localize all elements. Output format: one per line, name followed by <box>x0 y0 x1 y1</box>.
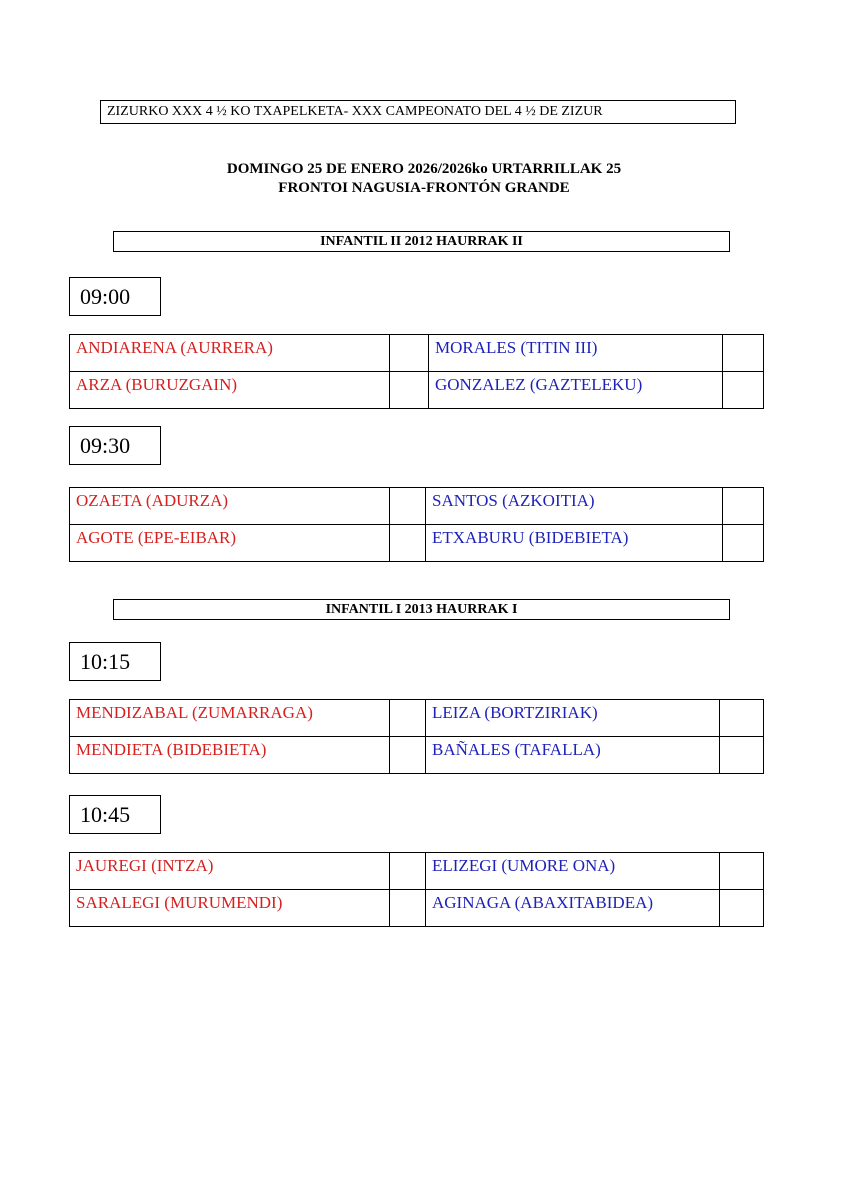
blue-score-cell <box>723 372 764 409</box>
blue-player: LEIZA (BORTZIRIAK) <box>426 700 720 737</box>
red-score-cell <box>390 853 426 890</box>
blue-player: GONZALEZ (GAZTELEKU) <box>429 372 723 409</box>
blue-player: AGINAGA (ABAXITABIDEA) <box>426 890 720 927</box>
match-table <box>69 487 764 562</box>
red-player: SARALEGI (MURUMENDI) <box>70 890 390 927</box>
match-table <box>69 699 764 774</box>
blue-player: BAÑALES (TAFALLA) <box>426 737 720 774</box>
blue-score-cell <box>723 335 764 372</box>
red-score-cell <box>390 737 426 774</box>
red-player: AGOTE (EPE-EIBAR) <box>70 525 390 562</box>
blue-player: MORALES (TITIN III) <box>429 335 723 372</box>
match-row <box>70 335 764 372</box>
blue-player: ETXABURU (BIDEBIETA) <box>426 525 723 562</box>
blue-score-cell <box>720 700 764 737</box>
championship-title: ZIZURKO XXX 4 ½ KO TXAPELKETA- XXX CAMPEONATO DEL 4 ½ DE ZIZUR <box>100 100 736 124</box>
red-player: MENDIETA (BIDEBIETA) <box>70 737 390 774</box>
match-time: 09:00 <box>69 277 161 316</box>
red-player: MENDIZABAL (ZUMARRAGA) <box>70 700 390 737</box>
event-venue: FRONTOI NAGUSIA-FRONTÓN GRANDE <box>278 180 570 196</box>
red-player: ARZA (BURUZGAIN) <box>70 372 390 409</box>
blue-score-cell <box>720 853 764 890</box>
red-player: ANDIARENA (AURRERA) <box>70 335 390 372</box>
blue-player: ELIZEGI (UMORE ONA) <box>426 853 720 890</box>
category-title: INFANTIL I 2013 HAURRAK I <box>113 599 730 620</box>
blue-player: SANTOS (AZKOITIA) <box>426 488 723 525</box>
blue-score-cell <box>720 890 764 927</box>
match-row <box>70 853 764 890</box>
match-row <box>70 372 764 409</box>
red-score-cell <box>390 372 429 409</box>
red-score-cell <box>390 890 426 927</box>
red-score-cell <box>390 525 426 562</box>
blue-score-cell <box>723 488 764 525</box>
blue-score-cell <box>720 737 764 774</box>
red-player: JAUREGI (INTZA) <box>70 853 390 890</box>
match-row <box>70 525 764 562</box>
match-time: 09:30 <box>69 426 161 465</box>
match-row <box>70 737 764 774</box>
red-score-cell <box>390 488 426 525</box>
match-time: 10:45 <box>69 795 161 834</box>
match-table <box>69 334 764 409</box>
match-row <box>70 890 764 927</box>
match-row <box>70 488 764 525</box>
red-score-cell <box>390 700 426 737</box>
match-time: 10:15 <box>69 642 161 681</box>
red-score-cell <box>390 335 429 372</box>
match-row <box>70 700 764 737</box>
category-title: INFANTIL II 2012 HAURRAK II <box>113 231 730 252</box>
event-date: DOMINGO 25 DE ENERO 2026/2026ko URTARRILLAK 25 <box>226 161 622 177</box>
match-table <box>69 852 764 927</box>
red-player: OZAETA (ADURZA) <box>70 488 390 525</box>
blue-score-cell <box>723 525 764 562</box>
